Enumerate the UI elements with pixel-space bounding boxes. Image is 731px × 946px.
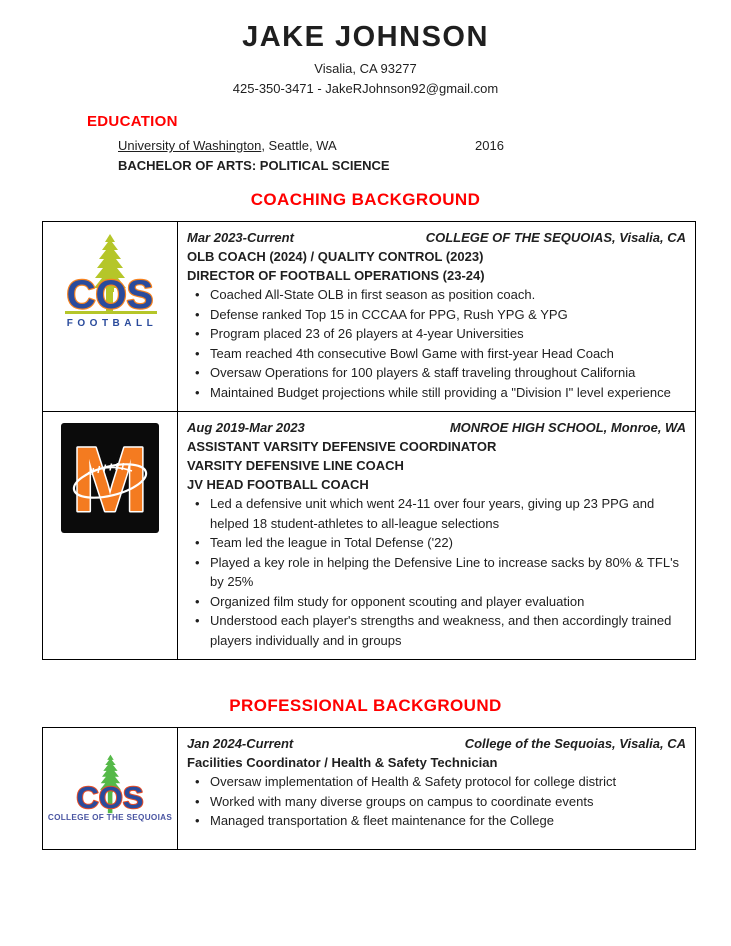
entry-title: DIRECTOR OF FOOTBALL OPERATIONS (23-24) [187, 268, 485, 283]
header [0, 0, 731, 97]
svg-text:M: M [71, 429, 149, 531]
coaching-entry-cos [178, 222, 695, 411]
entry-title: OLB COACH (2024) / QUALITY CONTROL (2023) [187, 249, 484, 264]
bullet-item: • Led a defensive unit which went 24-11 over four years, giving up 23 PPG and helped 18 student-athletes to all-league selections [187, 494, 686, 533]
coaching-row-monroe [43, 411, 695, 659]
entry-titles [187, 753, 686, 772]
education-year: 2016 [475, 138, 504, 153]
education-school-location: , Seattle, WA [261, 138, 337, 153]
svg-text:COS: COS [76, 779, 144, 815]
entry-org: College of the Sequoias, Visalia, CA [464, 736, 686, 751]
education-school: University of Washington [118, 138, 262, 153]
person-location: Visalia, CA 93277 [314, 61, 417, 76]
bullet-item: • Oversaw implementation of Health & Safety protocol for college district [187, 772, 686, 792]
bullet-item: • Maintained Budget projections while still providing a "Division I" level experience [187, 383, 686, 403]
svg-text:COLLEGE OF THE SEQUOIAS: COLLEGE OF THE SEQUOIAS [47, 812, 173, 822]
svg-text:COS: COS [66, 273, 154, 317]
entry-bullets [187, 494, 686, 650]
coaching-heading: COACHING BACKGROUND [250, 190, 481, 209]
professional-table [42, 727, 696, 850]
bullet-item: • Organized film study for opponent scouting and player evaluation [187, 592, 686, 612]
entry-title: VARSITY DEFENSIVE LINE COACH [187, 458, 404, 473]
entry-dates: Aug 2019-Mar 2023 [187, 420, 305, 435]
bullet-item: • Worked with many diverse groups on campus to coordinate events [187, 792, 686, 812]
entry-title: ASSISTANT VARSITY DEFENSIVE COORDINATOR [187, 439, 497, 454]
bullet-item: • Managed transportation & fleet maintenance for the College [187, 811, 686, 831]
bullet-item: • Oversaw Operations for 100 players & staff traveling throughout California [187, 363, 686, 383]
professional-row-cos [43, 728, 695, 849]
education-section [87, 113, 731, 175]
entry-head-line [187, 734, 686, 753]
entry-title: JV HEAD FOOTBALL COACH [187, 477, 369, 492]
entry-titles [187, 437, 686, 494]
bullet-item: • Team reached 4th consecutive Bowl Game with first-year Head Coach [187, 344, 686, 364]
entry-title: Facilities Coordinator / Health & Safety Technician [187, 755, 498, 770]
person-name: JAKE JOHNSON [242, 21, 489, 53]
professional-heading: PROFESSIONAL BACKGROUND [229, 696, 502, 715]
svg-text:FOOTBALL: FOOTBALL [66, 318, 158, 329]
bullet-item: • Team led the league in Total Defense ('22) [187, 533, 686, 553]
coaching-row-cos [43, 222, 695, 411]
cos-college-logo-icon [46, 754, 174, 824]
entry-bullets [187, 285, 686, 402]
entry-titles [187, 247, 686, 285]
cos-college-logo [43, 728, 178, 849]
bullet-item: • Played a key role in helping the Defensive Line to increase sacks by 80% & TFL's by 25% [187, 553, 686, 592]
professional-entry-cos [178, 728, 695, 849]
coaching-entry-monroe [178, 412, 695, 659]
monroe-logo [43, 412, 178, 659]
bullet-item: • Understood each player's strengths and weakness, and then accordingly trained players individually and in groups [187, 611, 686, 650]
bullet-item: • Coached All-State OLB in first season as position coach. [187, 285, 686, 305]
cos-football-logo-icon [57, 233, 163, 329]
entry-dates: Mar 2023-Current [187, 230, 294, 245]
entry-head-line [187, 228, 686, 247]
entry-dates: Jan 2024-Current [187, 736, 294, 751]
education-heading: EDUCATION [87, 113, 178, 130]
coaching-table [42, 221, 696, 660]
education-body [118, 137, 731, 175]
entry-head-line [187, 418, 686, 437]
monroe-logo-icon [61, 423, 159, 533]
entry-bullets [187, 772, 686, 831]
bullet-item: • Program placed 23 of 26 players at 4-year Universities [187, 324, 686, 344]
entry-org: COLLEGE OF THE SEQUOIAS, Visalia, CA [425, 230, 686, 245]
education-degree: BACHELOR OF ARTS: POLITICAL SCIENCE [118, 158, 390, 173]
person-contact: 425-350-3471 - JakeRJohnson92@gmail.com [232, 81, 499, 96]
entry-org: MONROE HIGH SCHOOL, Monroe, WA [449, 420, 686, 435]
education-school-row [118, 137, 731, 155]
cos-football-logo [43, 222, 178, 411]
bullet-item: • Defense ranked Top 15 in CCCAA for PPG, Rush YPG & YPG [187, 305, 686, 325]
